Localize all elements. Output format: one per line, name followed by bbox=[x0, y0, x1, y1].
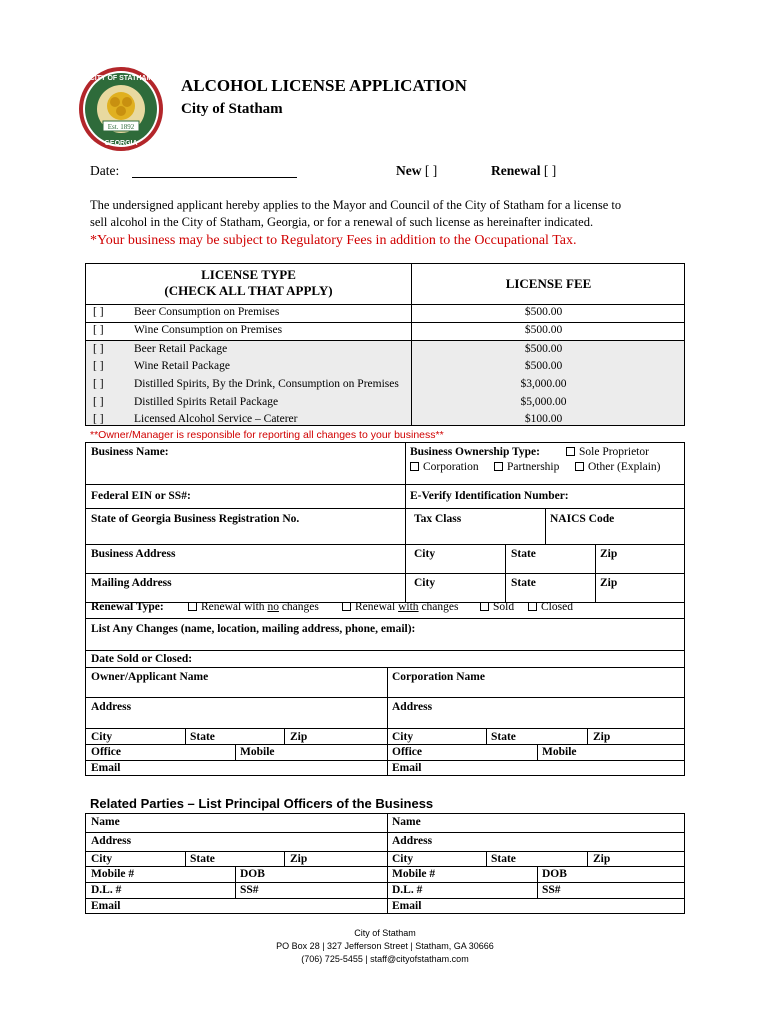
license-fee: $500.00 bbox=[524, 360, 563, 372]
corporation-name-label: Corporation Name bbox=[392, 671, 485, 683]
license-fee: $500.00 bbox=[524, 324, 563, 336]
mailing-state-label: State bbox=[511, 577, 536, 589]
corp-city-label: City bbox=[392, 731, 414, 743]
rp1-name-label: Name bbox=[91, 816, 120, 828]
date-label: Date: bbox=[90, 163, 120, 178]
rp1-dl-label: D.L. # bbox=[91, 884, 122, 896]
corp-state-label: State bbox=[491, 731, 516, 743]
license-type: Wine Consumption on Premises bbox=[134, 324, 283, 336]
license-row[interactable] bbox=[86, 376, 684, 394]
page-subtitle: City of Statham bbox=[181, 101, 283, 117]
ownership-sole[interactable]: Sole Proprietor bbox=[566, 446, 649, 458]
mailing-zip-label: Zip bbox=[600, 577, 618, 589]
checkbox-icon[interactable] bbox=[410, 462, 419, 471]
license-row[interactable] bbox=[86, 341, 684, 359]
owner-state-label: State bbox=[190, 731, 215, 743]
date-field[interactable] bbox=[132, 177, 297, 178]
license-checkbox[interactable]: [ ] bbox=[93, 413, 104, 425]
corp-address-label: Address bbox=[392, 701, 433, 713]
related-parties-title: Related Parties – List Principal Officers of the Business bbox=[90, 796, 434, 811]
rp1-mobile-label: Mobile # bbox=[91, 868, 135, 880]
renewal-sold[interactable]: Sold bbox=[480, 601, 514, 613]
owner-office-label: Office bbox=[91, 746, 122, 758]
mailing-address-label: Mailing Address bbox=[91, 577, 172, 589]
svg-text:CITY OF STATHAM: CITY OF STATHAM bbox=[89, 75, 153, 82]
rp1-city-label: City bbox=[91, 853, 113, 865]
renewal-label: Renewal bbox=[491, 163, 541, 178]
license-checkbox[interactable]: [ ] bbox=[93, 324, 104, 336]
new-box: [ ] bbox=[424, 163, 438, 178]
checkbox-icon[interactable] bbox=[575, 462, 584, 471]
license-type: Beer Consumption on Premises bbox=[134, 306, 280, 318]
ownership-other[interactable]: Other (Explain) bbox=[575, 461, 661, 473]
license-fee-header: LICENSE FEE bbox=[505, 276, 592, 291]
new-label: New bbox=[396, 163, 422, 178]
ownership-type-label: Business Ownership Type: bbox=[410, 446, 540, 458]
license-row[interactable] bbox=[86, 411, 684, 425]
ownership-corporation[interactable]: Corporation bbox=[410, 461, 479, 473]
checkbox-icon[interactable] bbox=[188, 602, 197, 611]
license-row[interactable] bbox=[86, 322, 684, 340]
svg-text:Est. 1892: Est. 1892 bbox=[107, 123, 135, 131]
owner-mobile-label: Mobile bbox=[240, 746, 275, 758]
new-checkbox[interactable] bbox=[396, 163, 437, 179]
naics-code-label: NAICS Code bbox=[550, 513, 615, 525]
license-fee: $3,000.00 bbox=[520, 378, 567, 390]
rp2-city-label: City bbox=[392, 853, 414, 865]
license-row[interactable] bbox=[86, 304, 684, 322]
rp1-address-label: Address bbox=[91, 835, 132, 847]
owner-city-label: City bbox=[91, 731, 113, 743]
checkbox-icon[interactable] bbox=[494, 462, 503, 471]
license-type: Distilled Spirits Retail Package bbox=[134, 396, 279, 408]
rp2-dl-label: D.L. # bbox=[392, 884, 423, 896]
business-zip-label: Zip bbox=[600, 548, 618, 560]
corp-office-label: Office bbox=[392, 746, 423, 758]
mailing-city-label: City bbox=[414, 577, 436, 589]
rp2-ss-label: SS# bbox=[542, 884, 561, 896]
renewal-type-label: Renewal Type: bbox=[91, 601, 164, 613]
rp2-address-label: Address bbox=[392, 835, 433, 847]
license-type-header: LICENSE TYPE (CHECK ALL THAT APPLY) bbox=[164, 267, 333, 298]
rp2-dob-label: DOB bbox=[542, 868, 567, 880]
renewal-checkbox[interactable] bbox=[491, 163, 556, 179]
license-table bbox=[85, 263, 685, 426]
ownership-partnership[interactable]: Partnership bbox=[494, 461, 559, 473]
license-fee: $500.00 bbox=[524, 343, 563, 355]
date-sold-label: Date Sold or Closed: bbox=[91, 653, 193, 665]
corp-zip-label: Zip bbox=[593, 731, 611, 743]
renewal-no-changes[interactable]: Renewal with no changes bbox=[188, 601, 319, 613]
license-type: Beer Retail Package bbox=[134, 343, 228, 355]
list-changes-label: List Any Changes (name, location, mailing address, phone, email): bbox=[91, 623, 416, 635]
owner-zip-label: Zip bbox=[290, 731, 308, 743]
license-checkbox[interactable]: [ ] bbox=[93, 378, 104, 390]
license-fee: $500.00 bbox=[524, 306, 563, 318]
renewal-closed[interactable]: Closed bbox=[528, 601, 573, 613]
rp2-state-label: State bbox=[491, 853, 516, 865]
checkbox-icon[interactable] bbox=[528, 602, 537, 611]
rp1-ss-label: SS# bbox=[240, 884, 259, 896]
rp2-email-label: Email bbox=[392, 900, 422, 912]
license-checkbox[interactable]: [ ] bbox=[93, 396, 104, 408]
license-row[interactable] bbox=[86, 358, 684, 376]
license-fee: $100.00 bbox=[524, 413, 563, 425]
everify-label: E-Verify Identification Number: bbox=[410, 490, 569, 502]
intro-line-2: sell alcohol in the City of Statham, Georgia, or for a renewal of such license as hereinafter indicated. bbox=[90, 215, 594, 229]
owner-note: **Owner/Manager is responsible for reporting all changes to your business** bbox=[90, 429, 444, 441]
renewal-with-changes[interactable]: Renewal with changes bbox=[342, 601, 458, 613]
license-type: Wine Retail Package bbox=[134, 360, 230, 372]
renewal-box: [ ] bbox=[543, 163, 557, 178]
footer-org: City of Statham bbox=[354, 928, 416, 938]
checkbox-icon[interactable] bbox=[480, 602, 489, 611]
license-checkbox[interactable]: [ ] bbox=[93, 306, 104, 318]
ga-registration-label: State of Georgia Business Registration No. bbox=[91, 513, 300, 525]
svg-text:GEORGIA: GEORGIA bbox=[104, 140, 138, 147]
footer-contact: (706) 725-5455 | staff@cityofstatham.com bbox=[301, 954, 469, 964]
license-checkbox[interactable]: [ ] bbox=[93, 360, 104, 372]
fees-notice: *Your business may be subject to Regulatory Fees in addition to the Occupational Tax. bbox=[90, 233, 577, 248]
rp2-zip-label: Zip bbox=[593, 853, 611, 865]
rp2-mobile-label: Mobile # bbox=[392, 868, 436, 880]
checkbox-icon[interactable] bbox=[342, 602, 351, 611]
owner-name-label: Owner/Applicant Name bbox=[91, 671, 209, 683]
owner-address-label: Address bbox=[91, 701, 132, 713]
rp1-email-label: Email bbox=[91, 900, 121, 912]
corp-mobile-label: Mobile bbox=[542, 746, 577, 758]
city-seal-logo bbox=[78, 66, 164, 152]
business-address-label: Business Address bbox=[91, 548, 176, 560]
federal-ein-label: Federal EIN or SS#: bbox=[91, 490, 191, 502]
tax-class-label: Tax Class bbox=[414, 513, 462, 525]
corp-email-label: Email bbox=[392, 762, 422, 774]
owner-email-label: Email bbox=[91, 762, 121, 774]
checkbox-icon[interactable] bbox=[566, 447, 575, 456]
license-checkbox[interactable]: [ ] bbox=[93, 343, 104, 355]
page-title: ALCOHOL LICENSE APPLICATION bbox=[181, 76, 467, 95]
license-type: Licensed Alcohol Service – Caterer bbox=[134, 413, 298, 425]
business-name-label: Business Name: bbox=[91, 446, 169, 458]
business-city-label: City bbox=[414, 548, 436, 560]
rp1-dob-label: DOB bbox=[240, 868, 265, 880]
business-state-label: State bbox=[511, 548, 536, 560]
license-type: Distilled Spirits, By the Drink, Consumption on Premises bbox=[134, 378, 399, 390]
rp2-name-label: Name bbox=[392, 816, 421, 828]
license-fee: $5,000.00 bbox=[520, 396, 567, 408]
license-row[interactable] bbox=[86, 394, 684, 412]
footer-address: PO Box 28 | 327 Jefferson Street | Statham, GA 30666 bbox=[276, 941, 494, 951]
rp1-state-label: State bbox=[190, 853, 215, 865]
rp1-zip-label: Zip bbox=[290, 853, 308, 865]
intro-line-1: The undersigned applicant hereby applies to the Mayor and Council of the City of Statham for a license to bbox=[90, 198, 622, 212]
